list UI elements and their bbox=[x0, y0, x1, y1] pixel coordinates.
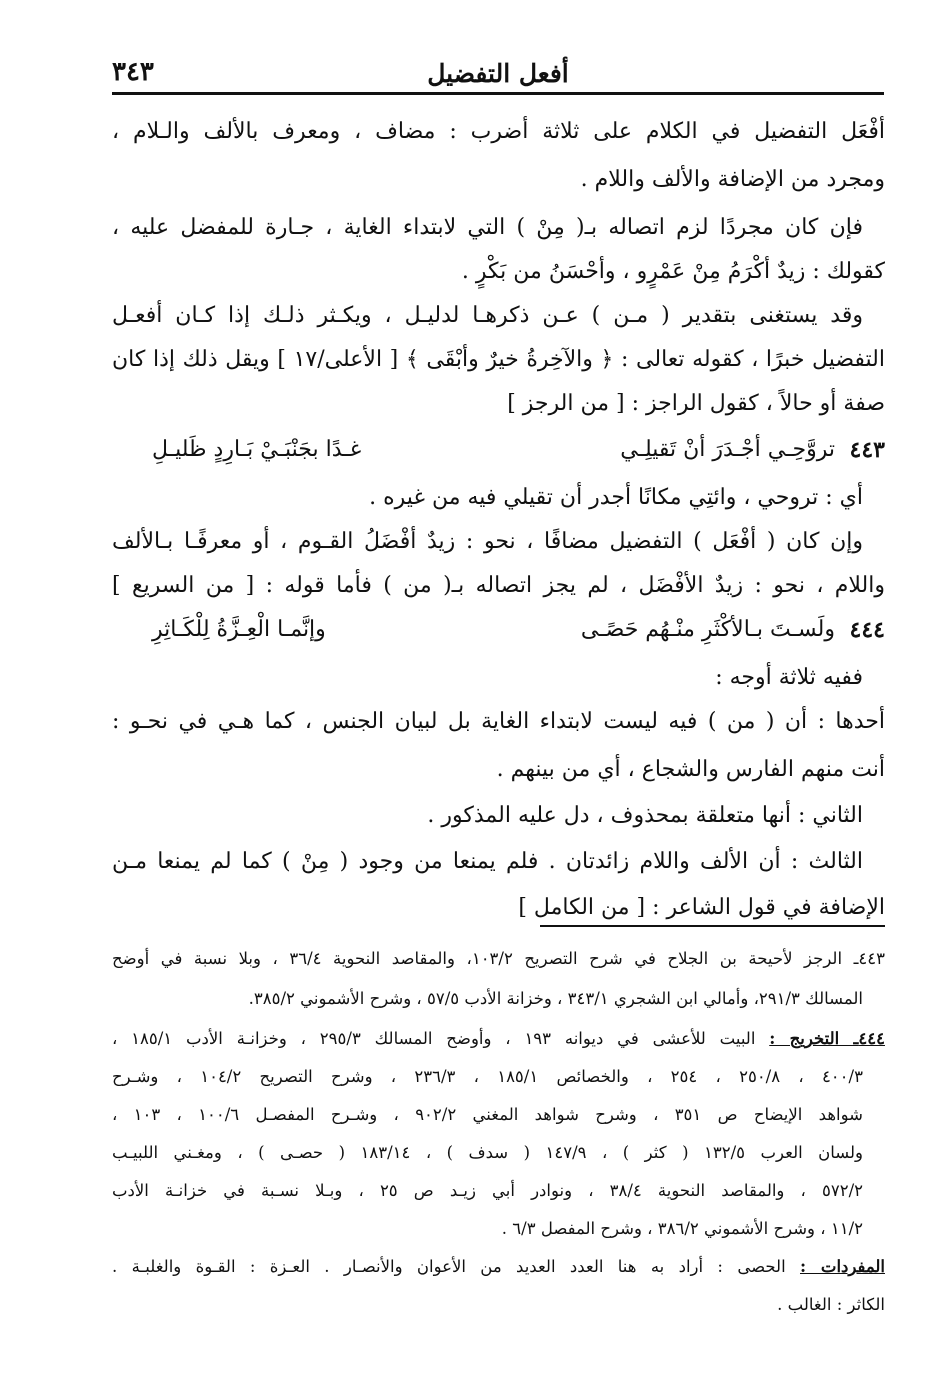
body-line-5: وقد يستغنى بتقدير ( مـن ) عـن ذكرهـا لدليـل ، ويكـثر ذلـك إذا كـان أفعـل bbox=[112, 303, 863, 328]
footnote-text: البيت للأعشى في ديوانه ١٩٣ ، وأوضح المسالك ٢٩٥/٣ ، وخزانـة الأدب ١٨٥/١ ، bbox=[112, 1029, 756, 1048]
footnote-line-10: الكاثر : الغالب . bbox=[777, 1295, 885, 1314]
footnote-line-9 bbox=[112, 1252, 885, 1282]
body-line-11: ففيه ثلاثة أوجه : bbox=[715, 665, 863, 690]
footnote-line-3 bbox=[112, 1024, 885, 1054]
body-line-16: الإضافة في قول الشاعر : [ من الكامل ] bbox=[518, 895, 885, 920]
body-line-8: أي : تروحي ، وائتِي مكانًا أجدر أن تقيلي فيه من غيره . bbox=[369, 485, 863, 510]
body-line-12: أحدها : أن ( من ) فيه ليست لابتداء الغاية بل لبيان الجنس ، كما هـي في نحـو : bbox=[112, 709, 885, 734]
verse-number: ٤٤٤ bbox=[849, 617, 885, 643]
body-line-9: وإن كان ( أفْعَل ) التفضيل مضافًا ، نحو : زيدٌ أفْضَلُ القـوم ، أو معرفًـا بـالألف bbox=[112, 529, 863, 554]
verse-second-hemistich: وإنَّمـا الْعِـزَّةُ لِلْكَـاثِرِ bbox=[152, 617, 326, 642]
footnote-rule bbox=[540, 925, 885, 927]
chapter-title: أفعل التفضيل bbox=[427, 59, 569, 88]
verse-first-hemistich: ولَسـتَ بـالأكْثَرِ منْـهُم حَصًـى bbox=[580, 617, 835, 642]
body-line-3: فإن كان مجردًا لزم اتصاله بـ( مِنْ ) التي لابتداء الغاية ، جـارة للمفضل عليه ، bbox=[112, 215, 863, 240]
verse-first-hemistich: تروَّحِـي أجْـدَرَ أنْ تَقيلِـي bbox=[620, 437, 835, 462]
body-line-4: كقولك : زيدٌ أكْرَمُ مِنْ عَمْرٍو ، وأحْسَنُ من بَكْرٍ . bbox=[461, 259, 885, 284]
body-line-6: التفضيل خبرًا ، كقوله تعالى : ﴿ والآخِرةُ خيرٌ وأبْقَى ﴾ [ الأعلى/١٧ ] ويقل ذلك إذا كان bbox=[112, 347, 885, 372]
header-rule bbox=[112, 92, 884, 95]
verse-443 bbox=[112, 430, 885, 470]
footnote-line-7: ٥٧٢/٢ ، والمقاصد النحوية ٣٨/٤ ، ونوادر أبي زيـد ص ٢٥ ، وبـلا نسـبة في خزانـة الأدب bbox=[112, 1181, 863, 1200]
footnote-label: المفردات : bbox=[800, 1257, 885, 1276]
body-line-13: أنت منهم الفارس والشجاع ، أي من بينهم . bbox=[496, 757, 885, 782]
page-number: ٣٤٣ bbox=[112, 57, 154, 87]
footnote-line-4: ٤٠٠/٣ ، ٢٥٠/٨ ، ٢٥٤ ، والخصائص ١٨٥/١ ، ٢٣٦/٣ ، وشرح التصريح ١٠٤/٢ ، وشـرح bbox=[112, 1067, 863, 1086]
verse-second-hemistich: غـدًا بجَنْبَـيْ بَـارِدٍ ظَليـلِ bbox=[152, 437, 362, 462]
running-header bbox=[112, 55, 884, 91]
footnote-line-8: ١١/٢ ، وشرح الأشموني ٣٨٦/٢ ، وشرح المفصل ٦/٣ . bbox=[501, 1219, 863, 1238]
verse-444 bbox=[112, 610, 885, 650]
body-line-14: الثاني : أنها متعلقة بمحذوف ، دل عليه المذكور . bbox=[427, 803, 863, 828]
footnote-text: الحصى : أراد به هنا العدد العديد من الأعوان والأنصـار . العـزة : القـوة والغلبـة . bbox=[112, 1257, 786, 1276]
footnote-line-1: ٤٤٣ـ الرجز لأحيحة بن الجلاح في شرح التصريح ١٠٣/٢، والمقاصد النحوية ٣٦/٤ ، وبلا نسبة في أوضح bbox=[112, 949, 885, 968]
body-line-15: الثالث : أن الألف واللام زائدتان . فلم يمنعا من وجود ( مِنْ ) كما لم يمنعا مـن bbox=[112, 849, 863, 874]
body-line-10: واللام ، نحو : زيدٌ الأفْضَل ، لم يجز اتصاله بـ( من ) فأما قوله : [ من السريع ] bbox=[112, 573, 885, 598]
footnote-line-5: شواهد الإيضاح ص ٣٥١ ، وشرح شواهد المغني ٩٠٢/٢ ، وشـرح المفصـل ١٠٠/٦ ، ١٠٣ ، bbox=[112, 1105, 863, 1124]
footnote-label: ٤٤٤ـ التخريج : bbox=[769, 1029, 885, 1048]
body-line-2: ومجرد من الإضافة والألف واللام . bbox=[580, 167, 885, 192]
body-line-7: صفة أو حالاً ، كقول الراجز : [ من الرجز ] bbox=[507, 391, 885, 416]
verse-number: ٤٤٣ bbox=[849, 437, 885, 463]
footnote-line-2: المسالك ٢٩١/٣، وأمالي ابن الشجري ٣٤٣/١ ، وخزانة الأدب ٥٧/٥ ، وشرح الأشموني ٣٨٥/٢. bbox=[248, 989, 863, 1008]
body-line-1: أفْعَل التفضيل في الكلام على ثلاثة أضرب : مضاف ، ومعرف بالألف والـلام ، bbox=[112, 119, 885, 144]
footnote-line-6: ولسان العرب ١٣٢/٥ ( كثر ) ، ١٤٧/٩ ( سدف ) ، ١٨٣/١٤ ( حصـى ) ، ومغـني اللبيـب bbox=[112, 1143, 863, 1162]
